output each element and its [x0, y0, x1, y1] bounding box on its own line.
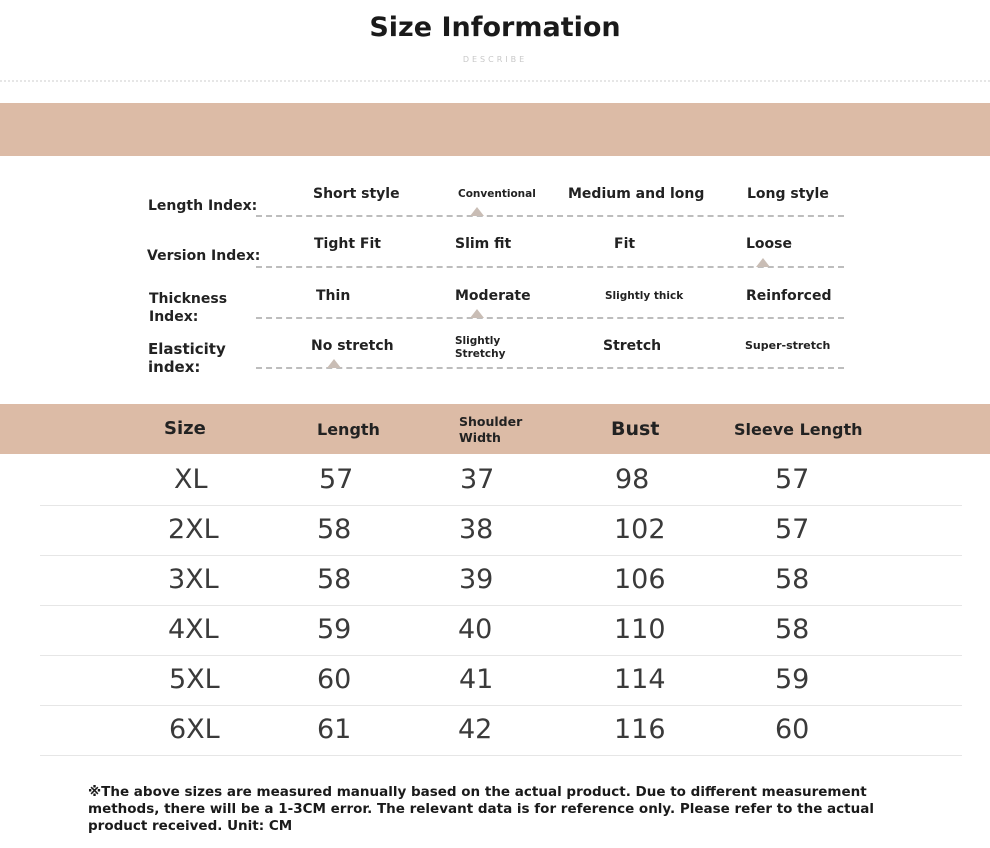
index-option: Loose	[746, 236, 792, 252]
index-option: Thin	[316, 288, 351, 304]
table-cell: 5XL	[169, 664, 220, 695]
table-cell: 38	[459, 514, 494, 545]
table-cell: 41	[459, 664, 494, 695]
table-header: Shoulder Width	[459, 414, 523, 445]
index-marker	[470, 207, 484, 216]
index-option: Slim fit	[455, 236, 512, 252]
index-label-elasticity: Elasticity index:	[148, 340, 226, 376]
index-scale-line	[256, 317, 844, 319]
index-option: Moderate	[455, 288, 531, 304]
index-option: Conventional	[458, 188, 536, 200]
table-row	[40, 455, 962, 506]
index-option: Reinforced	[746, 288, 832, 304]
table-cell: 4XL	[168, 614, 219, 645]
table-cell: 60	[317, 664, 352, 695]
index-scale-line	[256, 215, 844, 217]
index-option: Stretch	[603, 338, 662, 354]
divider	[0, 80, 990, 82]
index-label-thickness: Thickness Index:	[149, 291, 228, 325]
table-cell: 58	[775, 614, 810, 645]
index-option: Super-stretch	[745, 339, 831, 352]
index-option: Slightly Stretchy	[455, 335, 506, 360]
table-cell: 58	[317, 564, 352, 595]
table-header: Length	[317, 420, 380, 439]
table-cell: 42	[458, 714, 493, 745]
table-header: Bust	[611, 418, 660, 440]
table-cell: 98	[615, 464, 650, 495]
index-band	[0, 103, 990, 156]
index-label-length: Length Index:	[148, 198, 258, 214]
index-option: Fit	[614, 236, 636, 252]
table-cell: 102	[614, 514, 666, 545]
table-header: Size	[164, 418, 206, 439]
page-title: Size Information	[369, 12, 621, 43]
index-scale-line	[256, 367, 844, 369]
table-cell: 106	[614, 564, 666, 595]
index-option: Short style	[313, 186, 400, 202]
page-subtitle: DESCRIBE	[462, 55, 528, 64]
table-cell: 58	[775, 564, 810, 595]
table-cell: 40	[458, 614, 493, 645]
table-cell: 58	[317, 514, 352, 545]
table-cell: 57	[775, 464, 810, 495]
table-cell: 110	[614, 614, 666, 645]
index-marker	[756, 258, 770, 267]
index-option: Medium and long	[568, 186, 705, 202]
table-cell: 60	[775, 714, 810, 745]
measurement-note: ※The above sizes are measured manually based on the actual product. Due to different measurement methods, there will be a 1-3CM error. The relevant data is for reference only. Please refer to the actual product received. Unit: CM	[88, 784, 874, 834]
table-cell: 116	[614, 714, 666, 745]
table-row	[40, 605, 962, 656]
index-option: Long style	[747, 186, 829, 202]
table-cell: XL	[174, 464, 208, 495]
table-cell: 59	[317, 614, 352, 645]
table-cell: 57	[319, 464, 354, 495]
table-header: Sleeve Length	[734, 420, 863, 439]
table-cell: 2XL	[168, 514, 219, 545]
table-cell: 37	[460, 464, 495, 495]
table-row	[40, 705, 962, 756]
table-row	[40, 655, 962, 706]
table-cell: 57	[775, 514, 810, 545]
table-cell: 61	[317, 714, 352, 745]
table-cell: 114	[614, 664, 666, 695]
table-cell: 6XL	[169, 714, 220, 745]
index-marker	[470, 309, 484, 318]
index-option: No stretch	[311, 338, 394, 354]
index-label-version: Version Index:	[147, 248, 261, 264]
table-cell: 59	[775, 664, 810, 695]
table-cell: 39	[459, 564, 494, 595]
table-cell: 3XL	[168, 564, 219, 595]
index-option: Tight Fit	[314, 236, 381, 252]
table-row	[40, 505, 962, 556]
index-marker	[327, 359, 341, 368]
table-row	[40, 555, 962, 606]
index-option: Slightly thick	[605, 290, 684, 302]
